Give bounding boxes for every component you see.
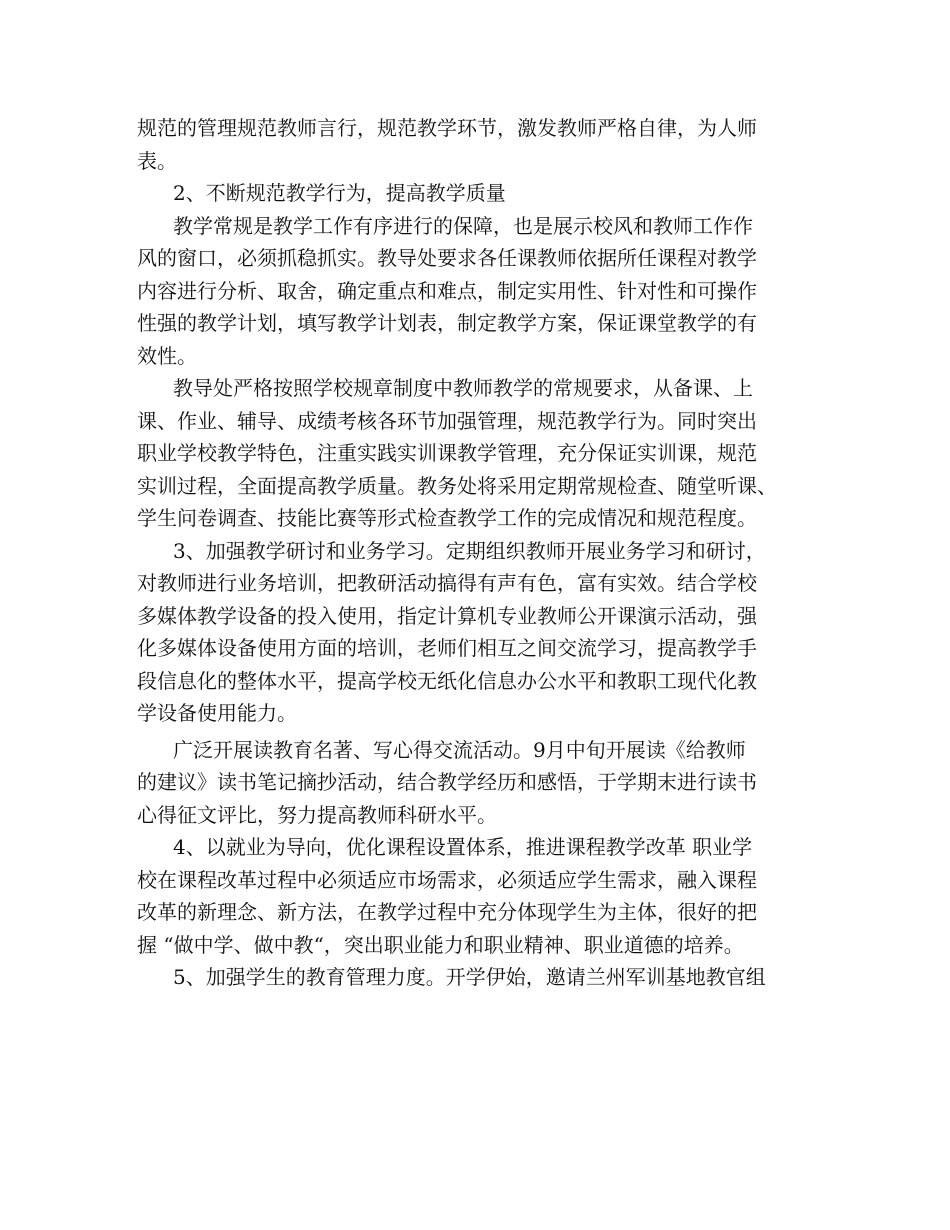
text-line: 多媒体教学设备的投入使用，指定计算机专业教师公开课演示活动，强 [137,603,757,628]
section-heading: 2、不断规范教学行为，提高教学质量 [173,181,506,205]
text-line: 实训过程，全面提高教学质量。教务处将采用定期常规检查、随堂听课、 [137,473,777,498]
text-line: 校在课程改革过程中必须适应市场需求，必须适应学生需求，融入课程 [137,867,757,892]
text-line: 性强的教学计划，填写教学计划表，制定教学方案，保证课堂教学的有 [137,311,757,335]
text-line: 3、加强教学研讨和业务学习。定期组织教师开展业务学习和研讨， [173,538,766,563]
text-line: 表。 [137,148,177,173]
document-body [137,112,817,994]
text-line: 的建议》读书笔记摘抄活动，结合教学经历和感悟，于学期末进行读书 [137,770,757,794]
text-line: 改革的新理念、新方法，在教学过程中充分体现学生为主体，很好的把 [137,900,757,924]
text-line: 握 “做中学、做中教“，突出职业能力和职业精神、职业道德的培养。 [137,932,744,957]
text-line: 广泛开展读教育名著、写心得交流活动。9月中旬开展读《给教师 [173,737,746,762]
text-line: 规范的管理规范教师言行，规范教学环节，激发教师严格自律，为人师 [137,116,757,140]
text-line: 5、加强学生的教育管理力度。开学伊始，邀请兰州军训基地教官组 [173,965,766,989]
text-line: 段信息化的整体水平，提高学校无纸化信息办公水平和教职工现代化教 [137,668,757,693]
text-line: 学生问卷调查、技能比赛等形式检查教学工作的完成情况和规范程度。 [137,506,757,530]
text-line: 教导处严格按照学校规章制度中教师教学的常规要求，从备课、上 [173,376,753,400]
text-line: 课、作业、辅导、成绩考核各环节加强管理，规范教学行为。同时突出 [137,408,757,433]
text-line: 风的窗口，必须抓稳抓实。教导处要求各任课教师依据所任课程对教学 [137,246,757,270]
text-line: 职业学校教学特色，注重实践实训课教学管理，充分保证实训课，规范 [137,441,757,465]
text-line: 4、以就业为导向，优化课程设置体系，推进课程教学改革 职业学 [173,835,753,859]
text-line: 对教师进行业务培训，把教研活动搞得有声有色，富有实效。结合学校 [137,571,757,595]
text-line: 效性。 [137,343,197,368]
text-line: 学设备使用能力。 [137,701,297,725]
text-line: 内容进行分析、取舍，确定重点和难点，制定实用性、针对性和可操作 [137,278,757,303]
text-line: 心得征文评比，努力提高教师科研水平。 [137,802,497,827]
text-line: 教学常规是教学工作有序进行的保障，也是展示校风和教师工作作 [173,213,753,238]
text-line: 化多媒体设备使用方面的培训，老师们相互之间交流学习，提高教学手 [137,636,757,660]
